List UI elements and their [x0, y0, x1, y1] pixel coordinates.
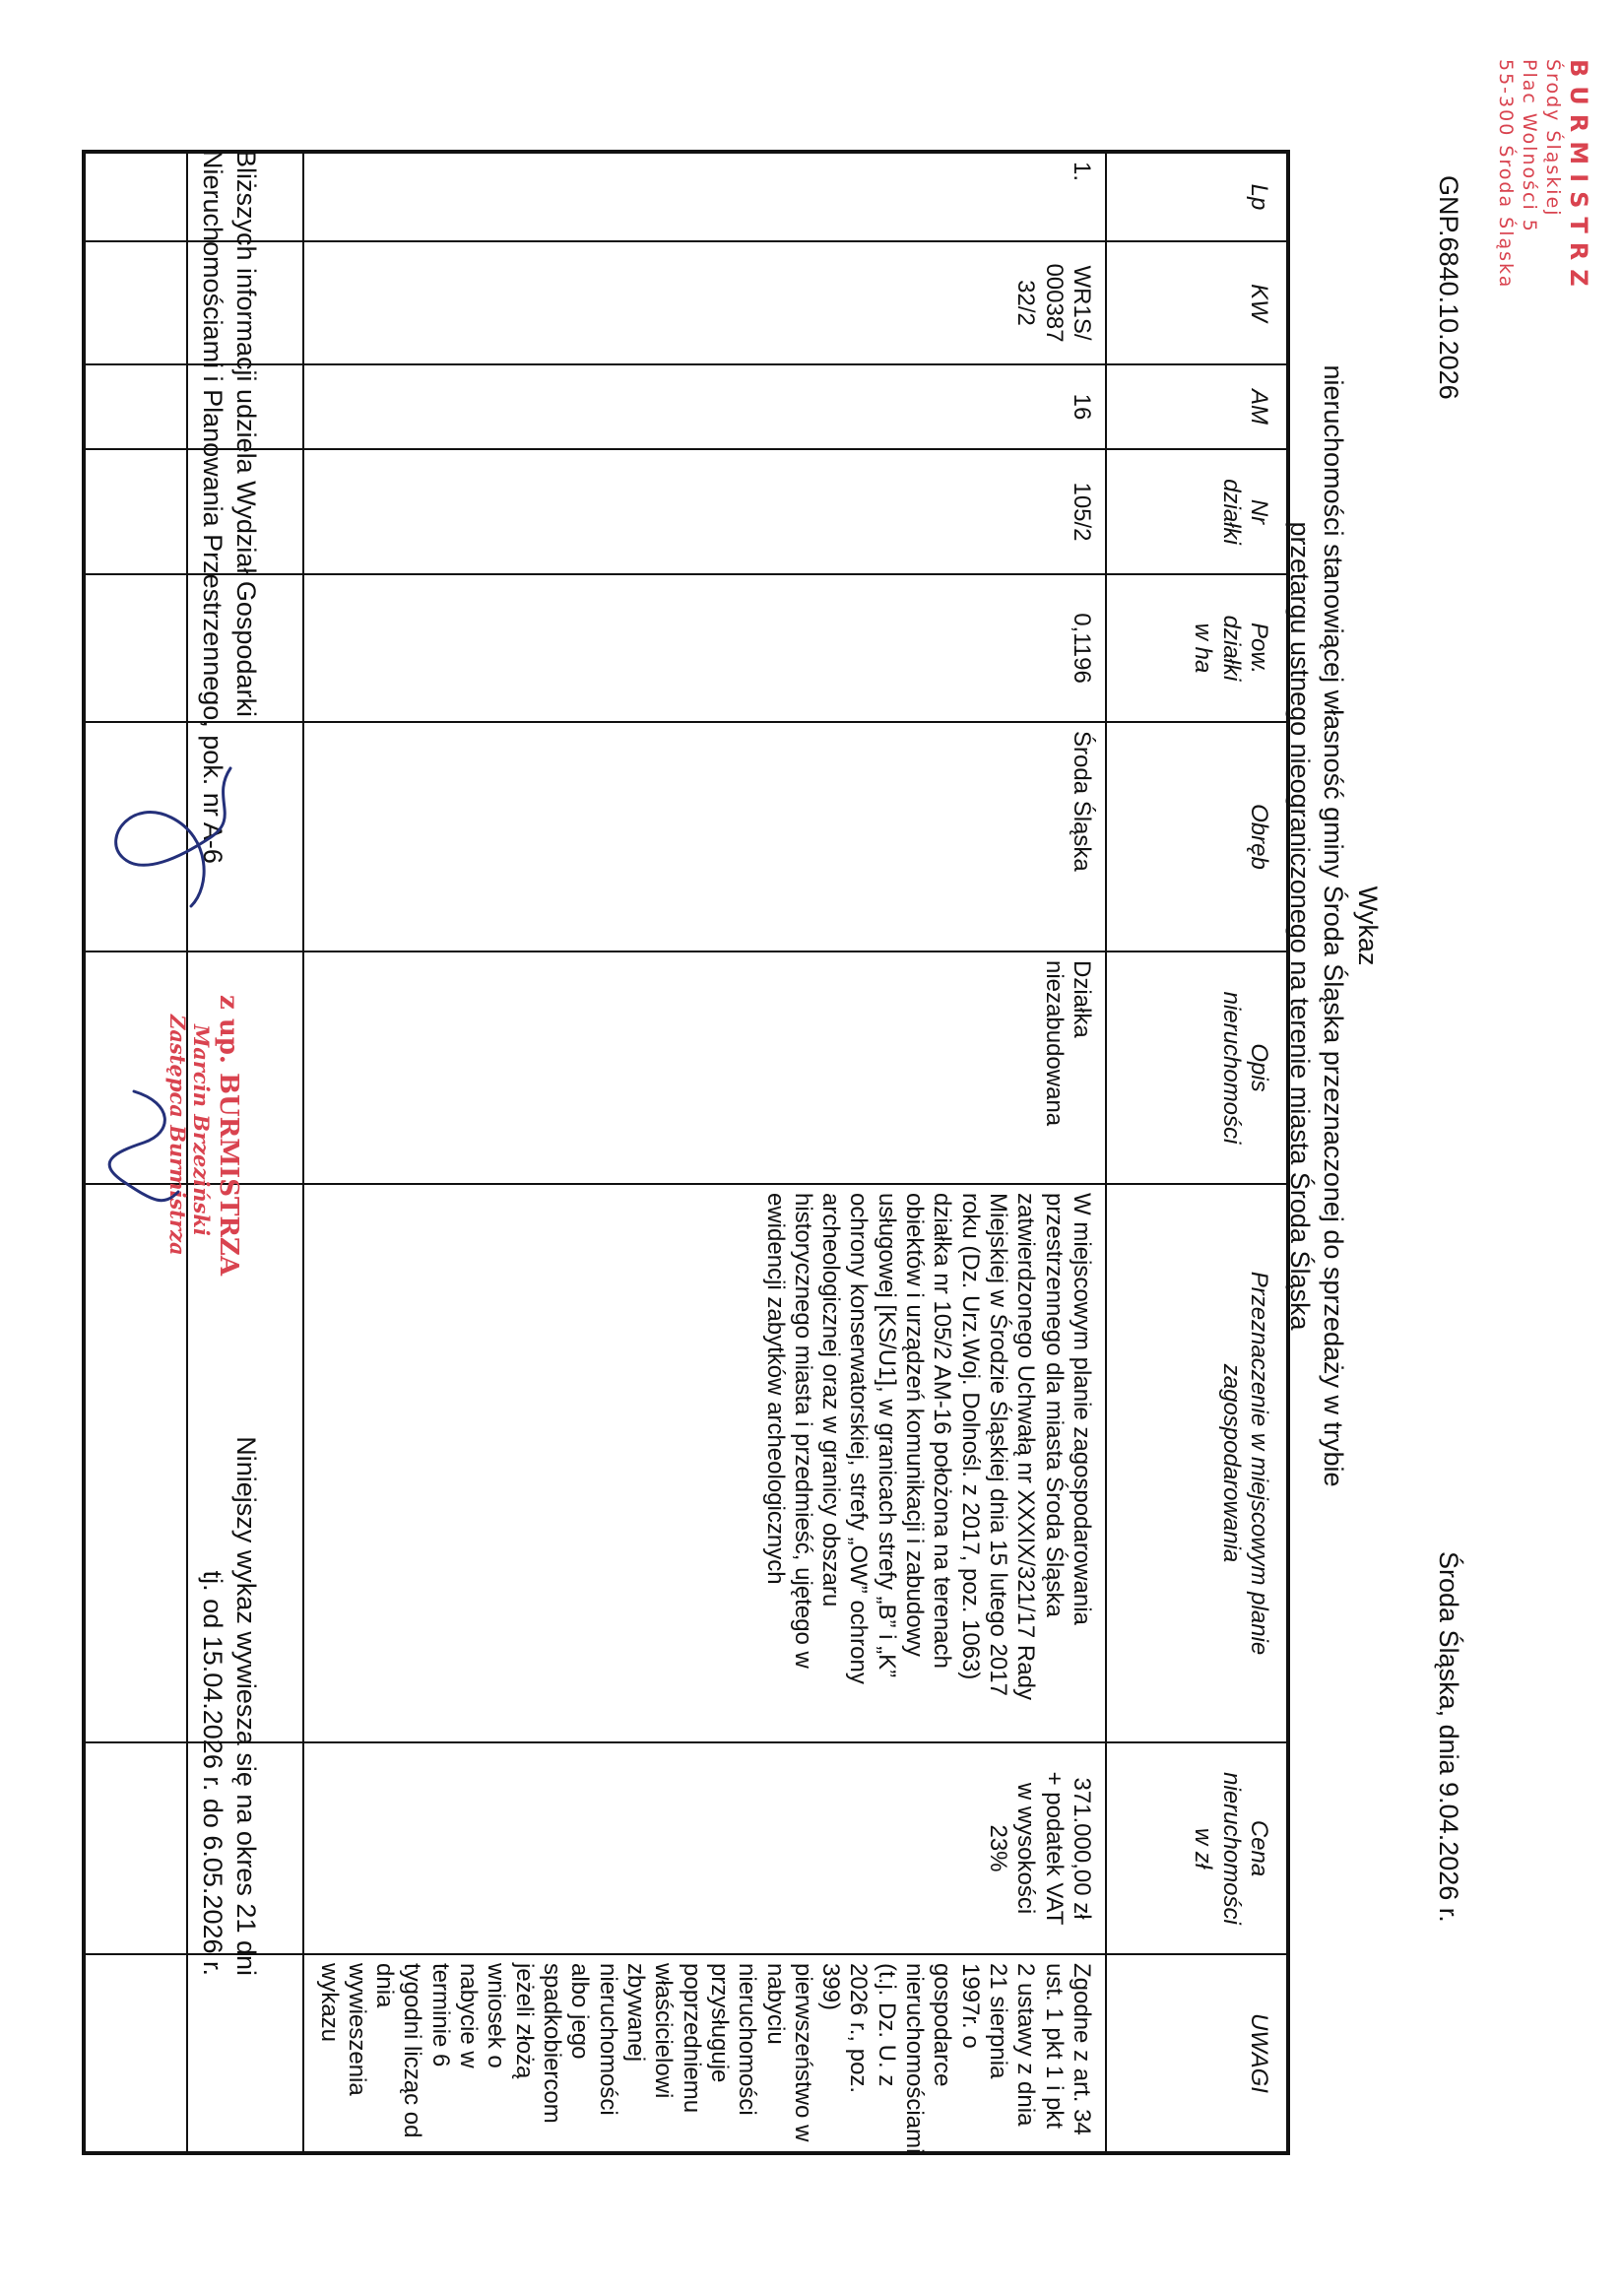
signature-stamp-line3: Zastępca Burmistrza [164, 1015, 190, 1256]
stamp-office-street: Plac Wolności 5 [1519, 59, 1541, 233]
header-zoning [1106, 1184, 1288, 1742]
document-title-block [1282, 197, 1385, 1655]
header-am: AM [1106, 364, 1288, 449]
cell-price-vat-label: w wysokości [1012, 1782, 1040, 1915]
header-price-line3: w zł [1190, 1827, 1217, 1870]
header-plot-number [1106, 449, 1288, 574]
cell-kw-line3: 32/2 [1012, 280, 1040, 326]
place-date: Środa Śląska, dnia 9.04.2026 r. [1434, 1551, 1463, 1923]
header-description [1106, 951, 1288, 1184]
empty-cell [84, 152, 187, 241]
cell-area: 0,1196 [303, 574, 1106, 722]
empty-cell [84, 1954, 187, 2153]
cell-price-vat: + podatek VAT [1040, 1771, 1068, 1926]
header-price-line2: nieruchomości [1217, 1772, 1245, 1925]
document-title: Wykaz [1353, 886, 1383, 966]
contact-info-line1: Bliższych informacji udziela Wydział Gospodarki [231, 150, 261, 717]
header-zoning-line2: zagospodarowania [1217, 1363, 1245, 1563]
header-lp: Lp [1106, 152, 1288, 241]
signature-stamp-line2: Marcin Brzeziński [189, 1024, 215, 1236]
contact-info-line2: Nieruchomościami i Planowania Przestrzennego, pok. nr A-6 [198, 150, 228, 864]
document-subtitle-line2: przetargu ustnego nieograniczonego na terenie miasta Środa Śląska [1284, 521, 1315, 1331]
office-stamp [1494, 59, 1593, 295]
posting-period-line2: tj. od 15.04.2026 r. do 6.05.2026 r. [198, 1570, 228, 1976]
stamp-office-title: BURMISTRZ [1565, 59, 1592, 295]
header-zoning-line1: Przeznaczenie w miejscowym planie [1246, 1271, 1272, 1656]
cell-kw [303, 241, 1106, 364]
header-area-line1: Pow. [1246, 622, 1272, 675]
header-description-line2: nieruchomości [1217, 991, 1245, 1145]
posting-period-line1: Niniejszy wykaz wywiesza się na okres 21 dni [231, 1436, 261, 1976]
posting-period [196, 1267, 263, 1976]
signature-mark-left [102, 758, 250, 916]
header-plot-number-line1: Nr [1246, 498, 1272, 525]
empty-cell [84, 1742, 187, 1954]
header-kw: KW [1106, 241, 1288, 364]
empty-cell [84, 241, 187, 364]
stamp-office-town: Środy Śląskiej [1542, 59, 1564, 218]
property-table [82, 150, 1290, 2155]
cell-lp: 1. [303, 152, 1106, 241]
reference-number: GNP.6840.10.2026 [1434, 175, 1463, 400]
cell-precinct: Środa Śląska [303, 722, 1106, 951]
contact-info [196, 150, 263, 864]
table-row [303, 152, 1106, 2153]
cell-kw-line2: 000387 [1040, 263, 1068, 343]
header-description-line1: Opis [1246, 1043, 1272, 1092]
cell-price-amount: 371.000,00 zł [1069, 1777, 1095, 1920]
signature-mark-right [85, 1083, 193, 1212]
empty-cell [187, 1954, 303, 2153]
empty-cell [84, 364, 187, 449]
signature-stamp-line1: z up. BURMISTRZA [214, 995, 243, 1277]
cell-kw-line1: WR1S/ [1069, 265, 1095, 341]
header-remarks: UWAGI [1106, 1954, 1288, 2153]
header-price-line1: Cena [1246, 1819, 1272, 1877]
cell-remarks: Zgodne z art. 34 ust. 1 pkt 1 i pkt 2 ustawy z dnia 21 sierpnia 1997r. o gospodarce nieruchomościami (t.j. Dz. U. z 2026 r., poz. 399) pierwszeństwo w nabyciu nieruchomości przysługuje poprzedniemu właścicielowi zbywanej nieruchomości albo jego spadkobiercom jeżeli złożą wniosek o nabycie w terminie 6 tygodni licząc od dnia wywieszenia wykazu [303, 1954, 1106, 2153]
header-area-line2: działki [1217, 615, 1245, 682]
cell-price-vat-rate: 23% [985, 1824, 1012, 1872]
cell-description [303, 951, 1106, 1184]
header-area-line3: w ha [1190, 623, 1217, 674]
empty-cell [84, 449, 187, 574]
cell-plot-number: 105/2 [303, 449, 1106, 574]
document-subtitle-line1: nieruchomości stanowiącej własność gminy Środa Śląska przeznaczonej do sprzedaży w trybie [1319, 364, 1349, 1487]
empty-cell [84, 574, 187, 722]
cell-description-line1: Działka [1069, 960, 1095, 1038]
cell-price [303, 1742, 1106, 1954]
header-price [1106, 1742, 1288, 1954]
table-header-row [1106, 152, 1288, 2153]
header-precinct: Obręb [1106, 722, 1288, 951]
header-area [1106, 574, 1288, 722]
cell-zoning: W miejscowym planie zagospodarowania przestrzennego dla miasta Środa Śląska zatwierdzonego Uchwałą nr XXXIX/321/17 Rady Miejskiej w Środzie Śląskiej dnia 15 lutego 2017 roku (Dz. Urz.Woj. Dolnośl. z 2017, poz. 1063) działka nr 105/2 AM-16 położona na terenach obiektów i urządzeń komunikacji i zabudowy usługowej [KS/U1], w granicach strefy „B” i „K” ochrony konserwatorskiej, strefy „OW” ochrony archeologicznej oraz w granicy obszaru historycznego miasta i przedmieść, ujętego w ewidencji zabytków archeologicznych [303, 1184, 1106, 1742]
cell-am: 16 [303, 364, 1106, 449]
cell-description-line2: niezabudowana [1040, 960, 1068, 1127]
header-plot-number-line2: działki [1217, 479, 1245, 545]
stamp-office-postcode: 55-300 Środa Śląska [1495, 59, 1518, 290]
